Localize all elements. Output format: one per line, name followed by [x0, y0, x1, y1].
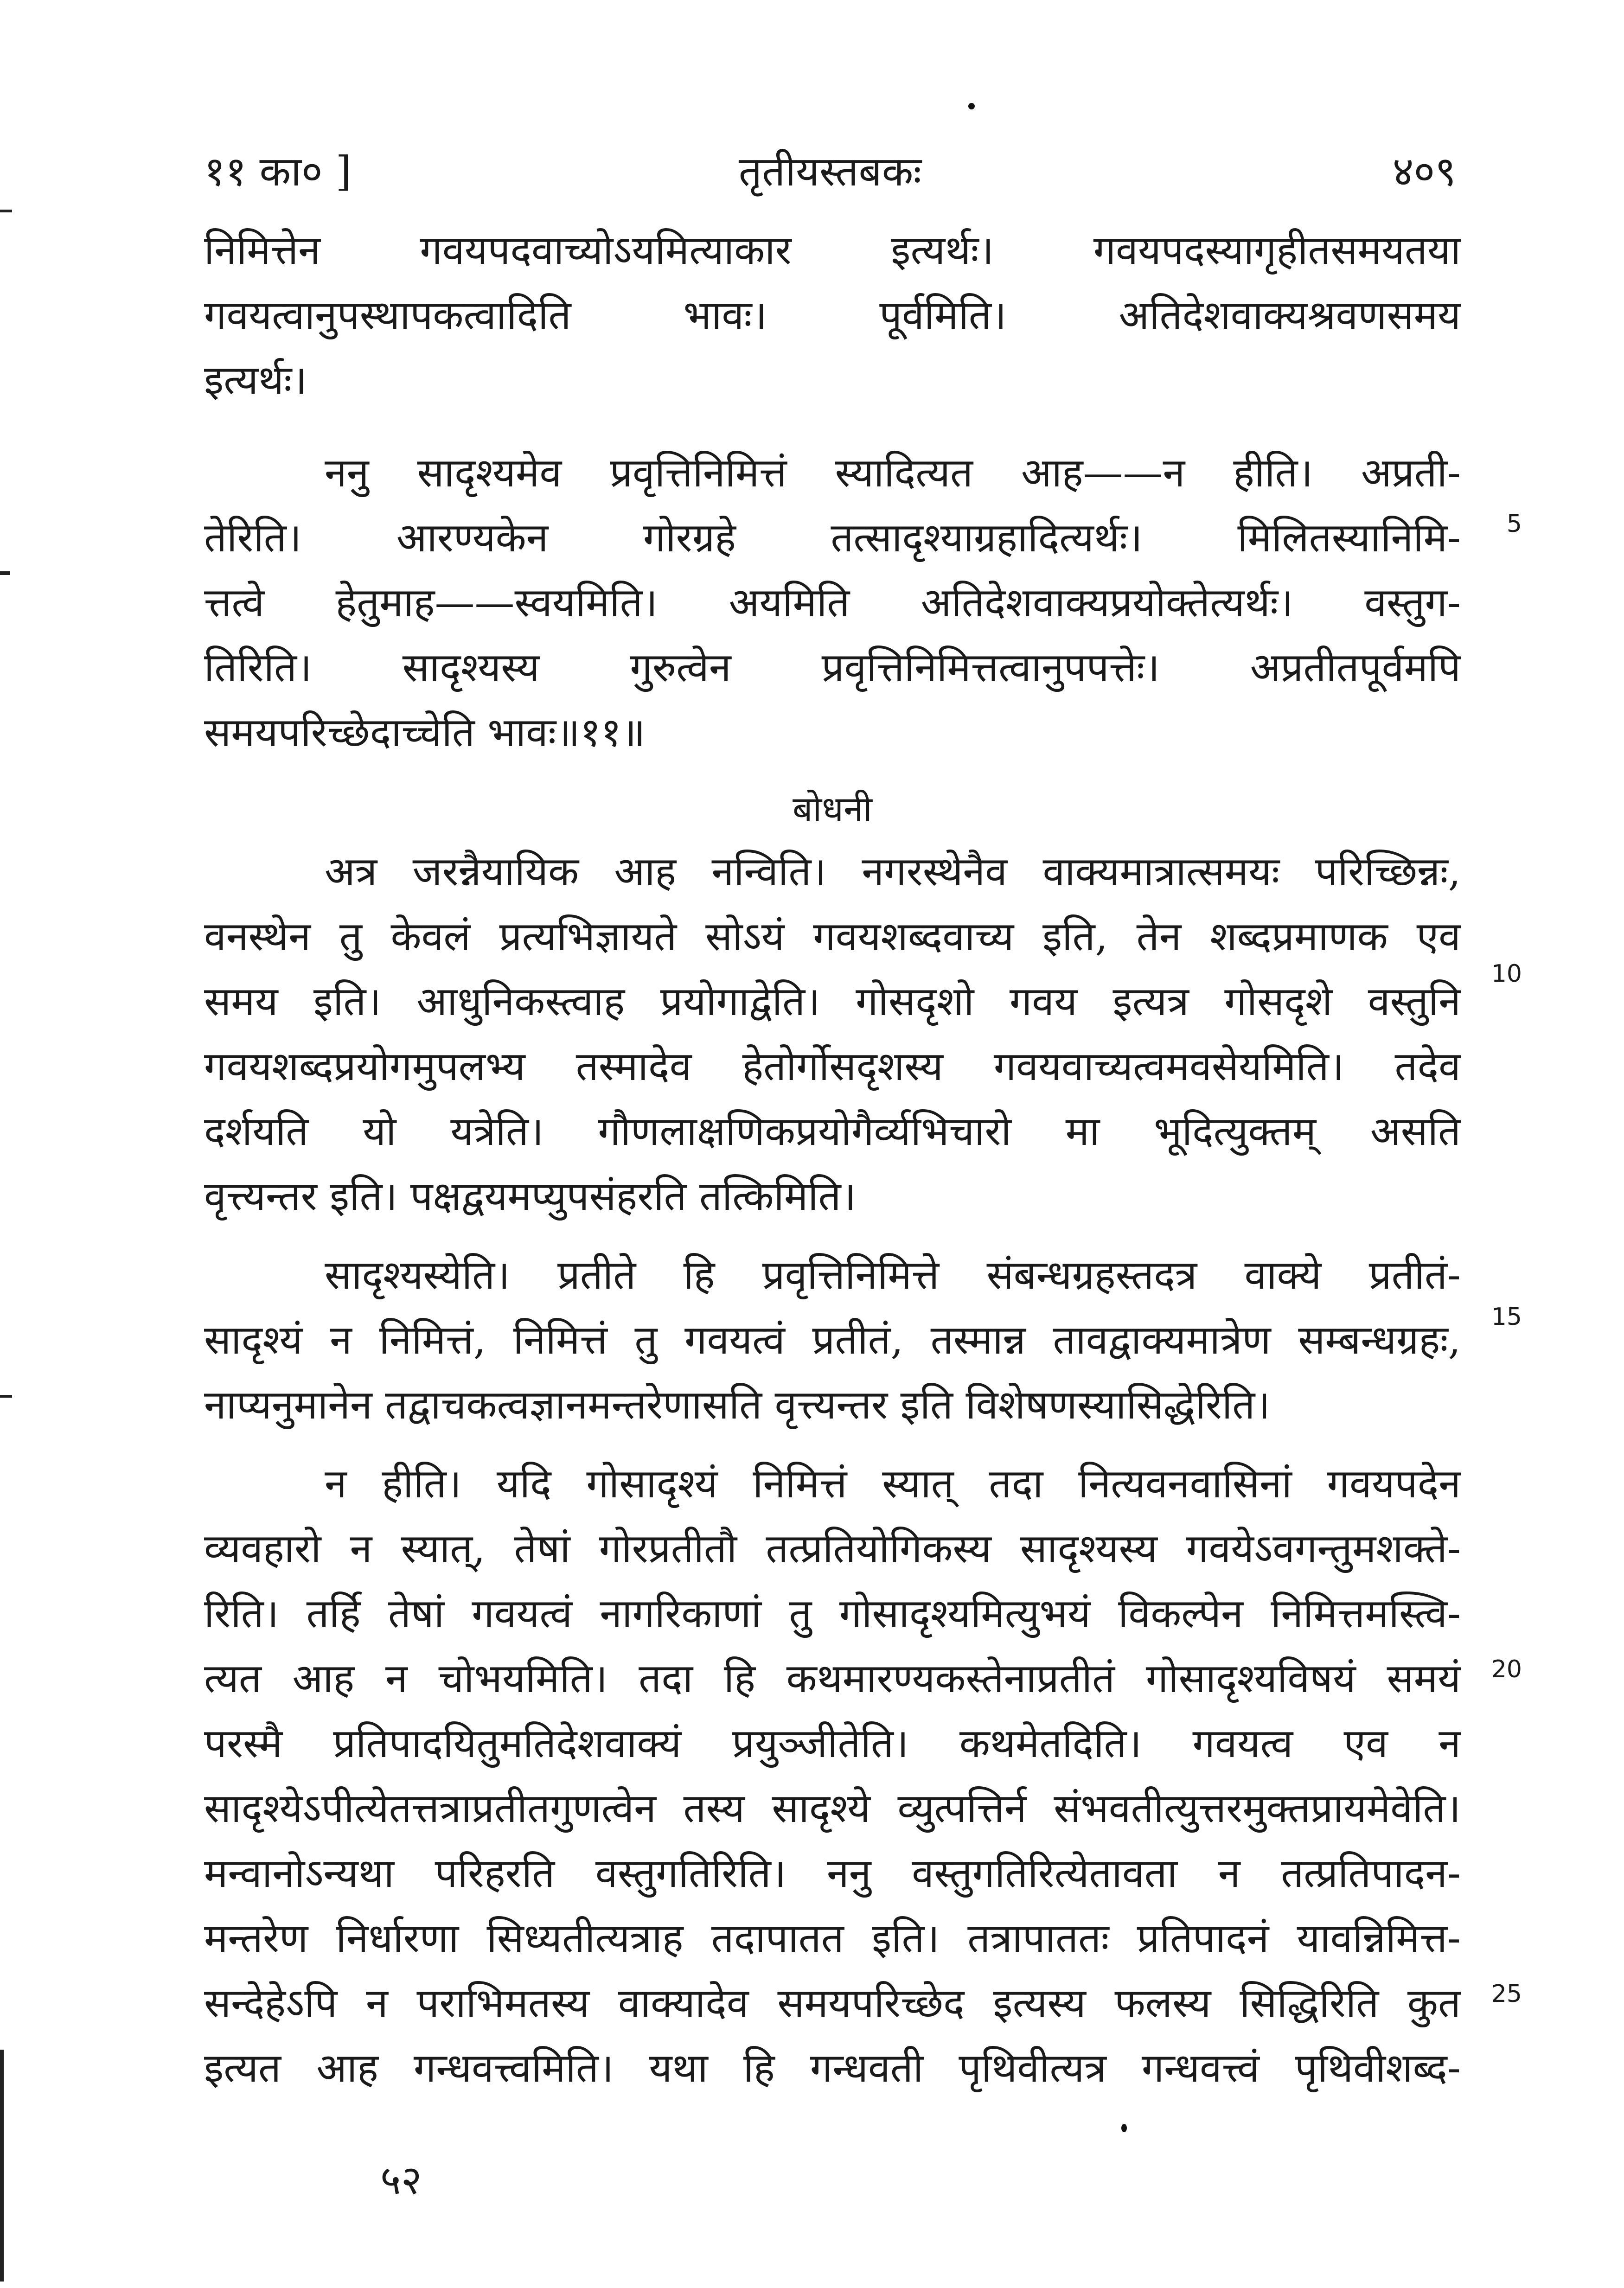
- page-number: ४०९: [1392, 147, 1456, 195]
- text-line: त्तत्वे हेतुमाह——स्वयमिति। अयमिति अतिदेशवाक्यप्रयोक्तेत्यर्थः। वस्तुग-: [204, 580, 1461, 626]
- paragraph: [204, 839, 1461, 1229]
- ink-dot-top: [968, 103, 975, 109]
- text-line: सन्देहेऽपि न पराभिमतस्य वाक्यादेव समयपरिच्छेद इत्यस्य फलस्य सिद्धिरिति कुत: [204, 1980, 1461, 2026]
- margin-mark: [0, 1395, 12, 1398]
- text-line: वृत्त्यन्तर इति। पक्षद्वयमप्युपसंहरति तत्किमिति।: [204, 1173, 857, 1220]
- text-line: तेरिति। आरण्यकेन गोरग्रहे तत्सादृश्याग्रहादित्यर्थः। मिलितस्यानिमि-: [204, 515, 1461, 561]
- paragraph: [204, 441, 1461, 765]
- text-line: निमित्तेन गवयपदवाच्योऽयमित्याकार इत्यर्थः। गवयपदस्यागृहीतसमयतया: [204, 227, 1461, 274]
- text-line: समय इति। आधुनिकस्त्वाह प्रयोगाद्वेति। गोसदृशो गवय इत्यत्र गोसदृशे वस्तुनि: [204, 978, 1461, 1025]
- header-title: तृतीयस्तबकः: [738, 147, 922, 195]
- text-line: व्यवहारो न स्यात्, तेषां गोरप्रतीतौ तत्प्रतियोगिकस्य सादृश्यस्य गवयेऽवगन्तुमशक्ते-: [204, 1526, 1461, 1572]
- line-number: 15: [1491, 1303, 1522, 1331]
- header-left: ११ का० ]: [204, 147, 352, 195]
- text-line: मन्तरेण निर्धारणा सिध्यतीत्यत्राह तदापातत इति। तत्रापाततः प्रतिपादनं यावन्निमित्त-: [204, 1915, 1461, 1962]
- text-line: न हीति। यदि गोसादृश्यं निमित्तं स्यात् तदा नित्यवनवासिनां गवयपदेन: [325, 1461, 1461, 1507]
- paragraph: [204, 218, 1461, 413]
- text-line: सादृश्यस्येति। प्रतीते हि प्रवृत्तिनिमित्ते संबन्धग्रहस्तदत्र वाक्ये प्रतीतं-: [325, 1252, 1461, 1298]
- paragraph: [204, 1243, 1461, 1438]
- text-line: अत्र जरन्नैयायिक आह नन्विति। नगरस्थेनैव वाक्यमात्रात्समयः परिच्छिन्नः,: [325, 849, 1461, 895]
- ink-dot-bottom: [1121, 2124, 1127, 2132]
- text-line: नाप्यनुमानेन तद्वाचकत्वज्ञानमन्तरेणासति वृत्त्यन्तर इति विशेषणस्यासिद्धेरिति।: [204, 1382, 1270, 1428]
- text-line: दर्शयति यो यत्रेति। गौणलाक्षणिकप्रयोगैर्व्यभिचारो मा भूदित्युक्तम् असति: [204, 1108, 1461, 1155]
- text-line: समयपरिच्छेदाच्चेति भावः॥११॥: [204, 709, 646, 756]
- text-line: सादृश्येऽपीत्येतत्तत्राप्रतीतगुणत्वेन तस्य सादृश्ये व्युत्पत्तिर्न संभवतीत्युत्तरमुक्तप्रायमेवेति।: [204, 1785, 1461, 1832]
- line-number: 10: [1491, 960, 1522, 988]
- text-body: [204, 218, 1461, 2101]
- text-line: रिति। तर्हि तेषां गवयत्वं नागरिकाणां तु गोसादृश्यमित्युभयं विकल्पेन निमित्तमस्त्वि-: [204, 1591, 1461, 1637]
- text-line: ननु सादृश्यमेव प्रवृत्तिनिमित्तं स्यादित्यत आह——न हीति। अप्रती-: [325, 450, 1461, 496]
- line-number: 5: [1506, 510, 1522, 538]
- text-line: त्यत आह न चोभयमिति। तदा हि कथमारण्यकस्तेनाप्रतीतं गोसादृश्यविषयं समयं: [204, 1655, 1461, 1702]
- margin-mark: [0, 571, 10, 575]
- text-line: मन्वानोऽन्यथा परिहरति वस्तुगतिरिति। ननु वस्तुगतिरित्येतावता न तत्प्रतिपादन-: [204, 1850, 1461, 1897]
- text-line: सादृश्यं न निमित्तं, निमित्तं तु गवयत्वं प्रतीतं, तस्मान्न तावद्वाक्यमात्रेण सम्बन्धग्रहः,: [204, 1317, 1461, 1363]
- section-title: बोधनी: [793, 788, 872, 830]
- margin-mark: [0, 210, 12, 212]
- text-line: गवयत्वानुपस्थापकत्वादिति भावः। पूर्वमिति। अतिदेशवाक्यश्रवणसमय: [204, 292, 1461, 339]
- signature-mark: ५२: [380, 2157, 422, 2204]
- text-line: वनस्थेन तु केवलं प्रत्यभिज्ञायते सोऽयं गवयशब्दवाच्य इति, तेन शब्दप्रमाणक एव: [204, 914, 1461, 960]
- line-number: 20: [1491, 1655, 1522, 1683]
- line-number: 25: [1491, 1980, 1522, 2008]
- text-line: तिरिति। सादृश्यस्य गुरुत्वेन प्रवृत्तिनिमित्तत्वानुपपत्तेः। अप्रतीतपूर्वमपि: [204, 645, 1461, 691]
- paragraph: [204, 1451, 1461, 2101]
- text-line: इत्यर्थः।: [204, 357, 307, 403]
- text-line: परस्मै प्रतिपादयितुमतिदेशवाक्यं प्रयुञ्जीतेति। कथमेतदिति। गवयत्व एव न: [204, 1720, 1461, 1767]
- margin-mark: [0, 2050, 4, 2282]
- text-line: इत्यत आह गन्धवत्त्वमिति। यथा हि गन्धवती पृथिवीत्यत्र गन्धवत्त्वं पृथिवीशब्द-: [204, 2045, 1461, 2091]
- running-header: [204, 139, 1456, 204]
- text-line: गवयशब्दप्रयोगमुपलभ्य तस्मादेव हेतोर्गोसदृशस्य गवयवाच्यत्वमवसेयमिति। तदेव: [204, 1043, 1461, 1090]
